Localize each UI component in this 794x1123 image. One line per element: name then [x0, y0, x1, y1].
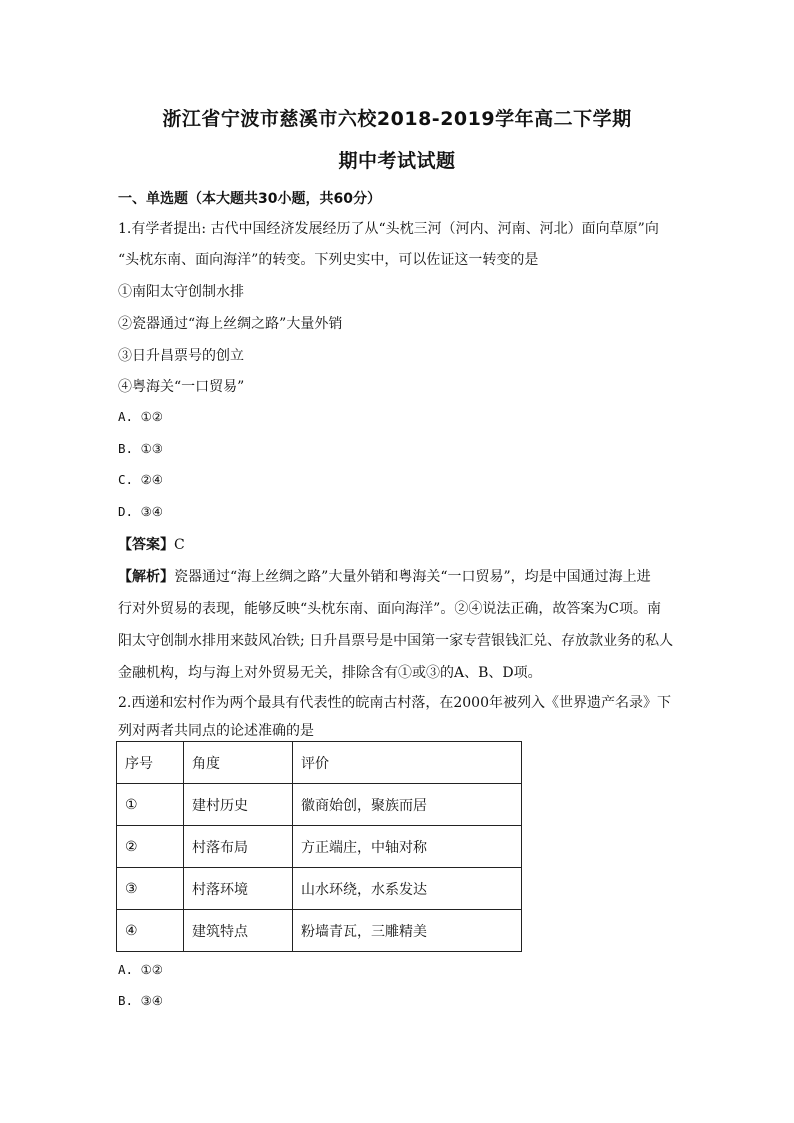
- comparison-table: [116, 741, 522, 952]
- table-cell: ②: [117, 826, 184, 868]
- table-row: [117, 826, 522, 868]
- q1-analysis-line-3: 阳太守创制水排用来鼓风冶铁; 日升昌票号是中国第一家专营银钱汇兑、存放款业务的私人: [118, 633, 674, 649]
- q1-item-1: ①南阳太守创制水排: [118, 284, 244, 300]
- table-header-cell: 序号: [117, 742, 184, 784]
- section-heading: 一、单选题（本大题共30小题，共60分）: [118, 191, 381, 207]
- table-cell: ①: [117, 784, 184, 826]
- table-cell: 建村历史: [184, 784, 293, 826]
- table-row: [117, 784, 522, 826]
- table-header-cell: 角度: [184, 742, 293, 784]
- document-subtitle: 期中考试试题: [338, 150, 456, 172]
- table-cell: 山水环绕，水系发达: [293, 868, 522, 910]
- q2-stem-line-1: 2.西递和宏村作为两个最具有代表性的皖南古村落，在2000年被列入《世界遗产名录》下: [118, 695, 671, 711]
- table-header-row: [117, 742, 522, 784]
- table-cell: 粉墙青瓦，三雕精美: [293, 910, 522, 952]
- table-row: [117, 910, 522, 952]
- q1-analysis-line-4: 金融机构，均与海上对外贸易无关，排除含有①或③的A、B、D项。: [118, 665, 542, 681]
- q1-item-2: ②瓷器通过“海上丝绸之路”大量外销: [118, 316, 343, 332]
- q1-option-c: C. ②④: [118, 472, 163, 487]
- q1-option-b: B. ①③: [118, 441, 163, 456]
- table-cell: 方正端庄，中轴对称: [293, 826, 522, 868]
- table-header-cell: 评价: [293, 742, 522, 784]
- analysis-text: 瓷器通过“海上丝绸之路”大量外销和粤海关“一口贸易”，均是中国通过海上进: [174, 569, 651, 585]
- answer-value: C: [174, 537, 185, 553]
- table-cell: 建筑特点: [184, 910, 293, 952]
- answer-label: 【答案】: [118, 537, 174, 553]
- document-title: 浙江省宁波市慈溪市六校2018-2019学年高二下学期: [162, 108, 632, 130]
- q1-stem-line-1: 1.有学者提出: 古代中国经济发展经历了从“头枕三河（河内、河南、河北）面向草原”向: [118, 221, 659, 237]
- q1-option-d: D. ③④: [118, 504, 163, 519]
- q1-analysis-line-2: 行对外贸易的表现，能够反映“头枕东南、面向海洋”。②④说法正确，故答案为C项。南: [118, 601, 662, 617]
- q1-option-a: A. ①②: [118, 409, 163, 424]
- q1-analysis-line-1: [118, 566, 651, 586]
- q2-option-b: B. ③④: [118, 993, 163, 1008]
- analysis-label: 【解析】: [118, 569, 174, 585]
- q2-stem-line-2: 列对两者共同点的论述准确的是: [118, 723, 314, 739]
- table-cell: 徽商始创，聚族而居: [293, 784, 522, 826]
- table-cell: 村落环境: [184, 868, 293, 910]
- q1-item-3: ③日升昌票号的创立: [118, 348, 244, 364]
- table-row: [117, 868, 522, 910]
- q1-answer: [118, 534, 185, 554]
- table-cell: ④: [117, 910, 184, 952]
- q1-item-4: ④粤海关“一口贸易”: [118, 379, 245, 395]
- q2-option-a: A. ①②: [118, 962, 163, 977]
- q1-stem-line-2: “头枕东南、面向海洋”的转变。下列史实中，可以佐证这一转变的是: [118, 252, 539, 268]
- table-cell: 村落布局: [184, 826, 293, 868]
- table-cell: ③: [117, 868, 184, 910]
